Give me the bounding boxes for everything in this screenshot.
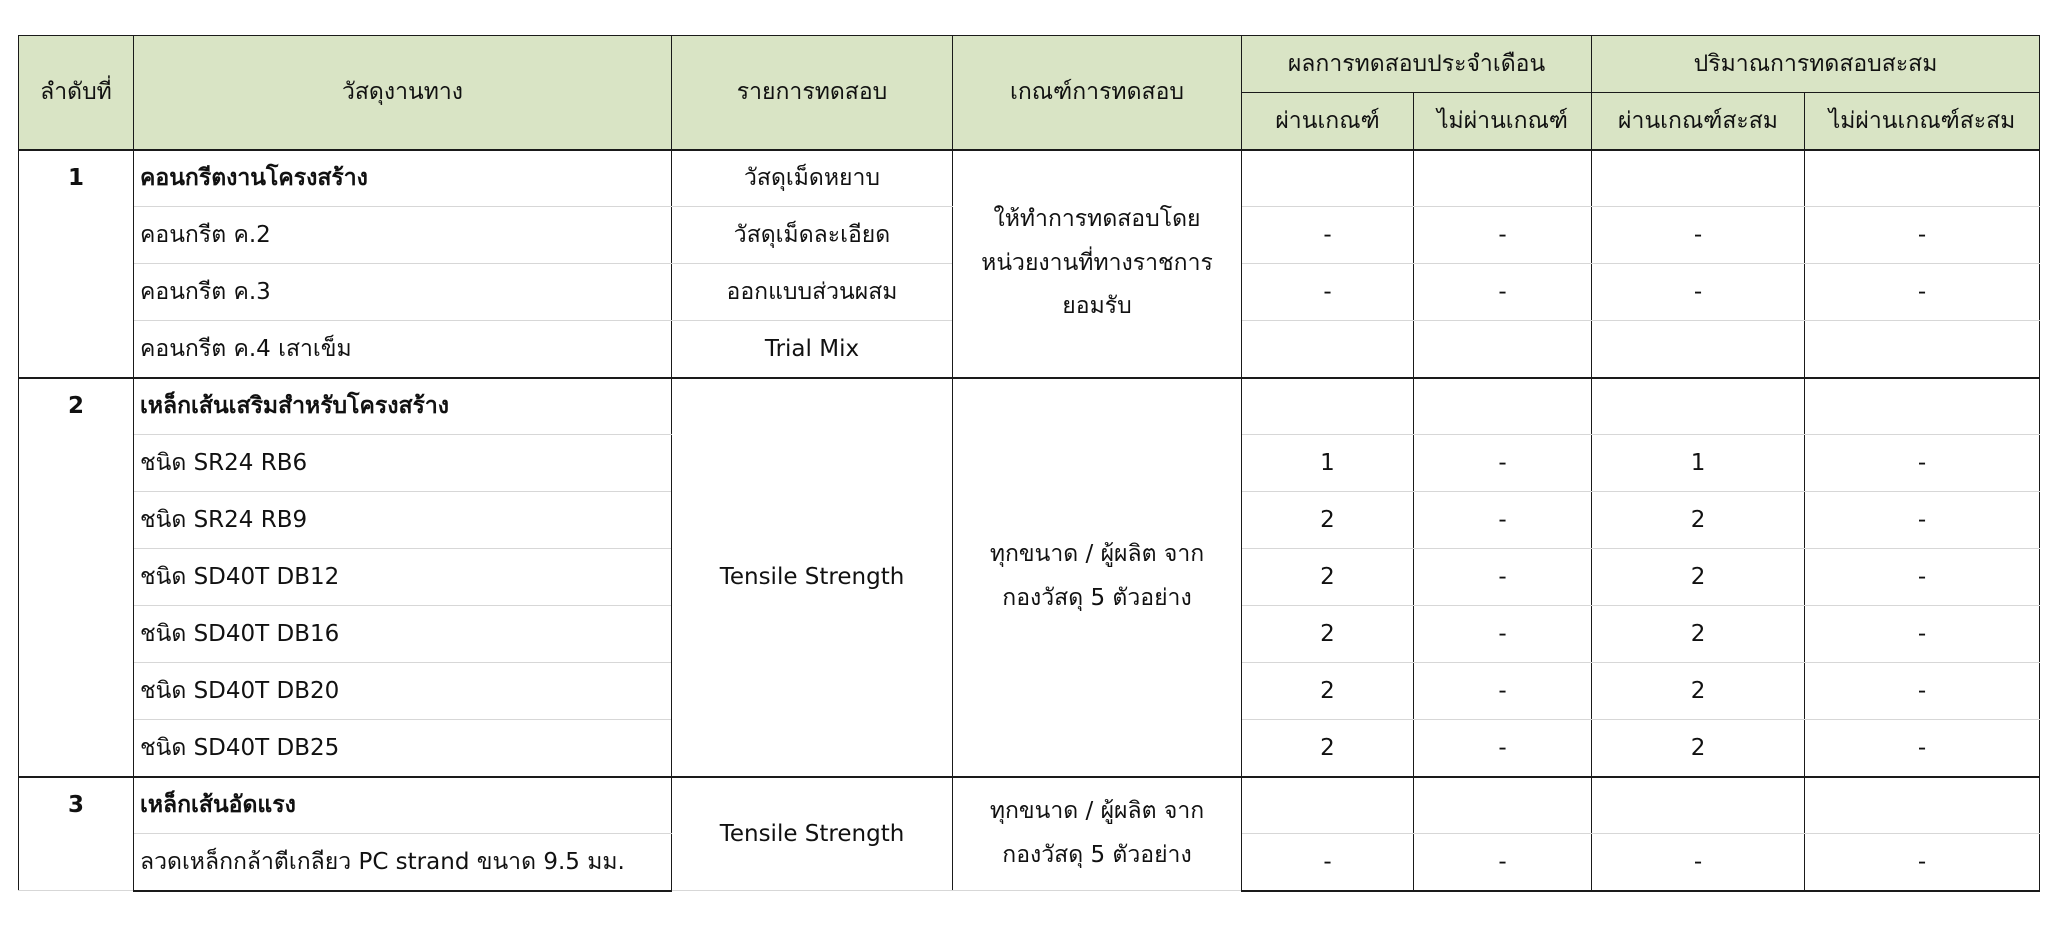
pass-cell <box>1242 378 1414 435</box>
pass-cell: 2 <box>1242 663 1414 720</box>
section-number: 2 <box>19 378 134 777</box>
pass-cell: 1 <box>1242 435 1414 492</box>
material-name: ชนิด SD40T DB20 <box>134 663 672 720</box>
pass-cumulative-cell: 2 <box>1592 492 1805 549</box>
header-monthly-result: ผลการทดสอบประจำเดือน <box>1242 36 1592 93</box>
criteria-cell <box>953 378 1242 777</box>
section-title: เหล็กเส้นเสริมสำหรับโครงสร้าง <box>134 378 672 435</box>
pass-cumulative-cell: 2 <box>1592 606 1805 663</box>
test-item-line: วัสดุเม็ดละเอียด <box>672 207 953 264</box>
fail-cell: - <box>1414 549 1592 606</box>
pass-cell: 2 <box>1242 492 1414 549</box>
fail-cumulative-cell: - <box>1805 663 2040 720</box>
fail-cumulative-cell: - <box>1805 435 2040 492</box>
pass-cell <box>1242 321 1414 378</box>
header-fail: ไม่ผ่านเกณฑ์ <box>1414 93 1592 150</box>
fail-cell: - <box>1414 264 1592 321</box>
pass-cumulative-cell <box>1592 777 1805 834</box>
fail-cumulative-cell: - <box>1805 834 2040 891</box>
criteria-line: ยอมรับ <box>1062 293 1132 320</box>
fail-cumulative-cell: - <box>1805 549 2040 606</box>
pass-cell <box>1242 150 1414 207</box>
fail-cell: - <box>1414 606 1592 663</box>
test-item-line: Trial Mix <box>672 321 953 378</box>
section-number: 1 <box>19 150 134 378</box>
pass-cumulative-cell: 2 <box>1592 663 1805 720</box>
fail-cumulative-cell: - <box>1805 492 2040 549</box>
pass-cumulative-cell <box>1592 378 1805 435</box>
header-cumulative: ปริมาณการทดสอบสะสม <box>1592 36 2040 93</box>
material-name: ชนิด SD40T DB12 <box>134 549 672 606</box>
fail-cell: - <box>1414 435 1592 492</box>
fail-cumulative-cell: - <box>1805 606 2040 663</box>
header-no: ลำดับที่ <box>19 36 134 150</box>
criteria-line: กองวัสดุ 5 ตัวอย่าง <box>1002 841 1192 868</box>
header-pass-cumulative: ผ่านเกณฑ์สะสม <box>1592 93 1805 150</box>
fail-cell: - <box>1414 492 1592 549</box>
pass-cell: 2 <box>1242 720 1414 777</box>
pass-cumulative-cell: 2 <box>1592 720 1805 777</box>
material-name: คอนกรีต ค.2 <box>134 207 672 264</box>
pass-cumulative-cell: 2 <box>1592 549 1805 606</box>
material-name: ชนิด SR24 RB6 <box>134 435 672 492</box>
criteria-line: กองวัสดุ 5 ตัวอย่าง <box>1002 585 1192 611</box>
fail-cumulative-cell: - <box>1805 264 2040 321</box>
test-item-line: วัสดุเม็ดหยาบ <box>672 150 953 207</box>
criteria-line: ให้ทำการทดสอบโดย <box>993 205 1201 232</box>
pass-cumulative-cell: - <box>1592 264 1805 321</box>
fail-cumulative-cell: - <box>1805 720 2040 777</box>
material-name: ชนิด SD40T DB16 <box>134 606 672 663</box>
pass-cumulative-cell: - <box>1592 834 1805 891</box>
pass-cell: 2 <box>1242 606 1414 663</box>
criteria-cell <box>953 150 1242 378</box>
material-name: ชนิด SD40T DB25 <box>134 720 672 777</box>
fail-cumulative-cell <box>1805 321 2040 378</box>
material-name: ชนิด SR24 RB9 <box>134 492 672 549</box>
criteria-cell <box>953 777 1242 891</box>
fail-cumulative-cell <box>1805 777 2040 834</box>
pass-cell: - <box>1242 264 1414 321</box>
pass-cumulative-cell <box>1592 150 1805 207</box>
header-criteria: เกณฑ์การทดสอบ <box>953 36 1242 150</box>
fail-cell: - <box>1414 207 1592 264</box>
section-1-title-row <box>19 150 2040 207</box>
pass-cumulative-cell: - <box>1592 207 1805 264</box>
pass-cell: 2 <box>1242 549 1414 606</box>
section-title: คอนกรีตงานโครงสร้าง <box>134 150 672 207</box>
test-item-cell: Tensile Strength <box>672 378 953 777</box>
header-row-top <box>19 36 2040 93</box>
material-name: คอนกรีต ค.3 <box>134 264 672 321</box>
criteria-line: ทุกขนาด / ผู้ผลิต จาก <box>989 798 1205 825</box>
fail-cumulative-cell: - <box>1805 207 2040 264</box>
fail-cell: - <box>1414 834 1592 891</box>
fail-cumulative-cell <box>1805 378 2040 435</box>
section-number: 3 <box>19 777 134 891</box>
material-name: คอนกรีต ค.4 เสาเข็ม <box>134 321 672 378</box>
criteria-line: ทุกขนาด / ผู้ผลิต จาก <box>989 541 1205 568</box>
header-material: วัสดุงานทาง <box>134 36 672 150</box>
pass-cumulative-cell <box>1592 321 1805 378</box>
test-item-line: ออกแบบส่วนผสม <box>672 264 953 321</box>
criteria-line: หน่วยงานที่ทางราชการ <box>981 249 1213 276</box>
header-fail-cumulative: ไม่ผ่านเกณฑ์สะสม <box>1805 93 2040 150</box>
fail-cell <box>1414 777 1592 834</box>
fail-cell: - <box>1414 663 1592 720</box>
pass-cell: - <box>1242 207 1414 264</box>
material-name: ลวดเหล็กกล้าตีเกลียว PC strand ขนาด 9.5 มม. <box>134 834 672 891</box>
pass-cell: - <box>1242 834 1414 891</box>
section-title: เหล็กเส้นอัดแรง <box>134 777 672 834</box>
section-2-title-row <box>19 378 2040 435</box>
header-pass: ผ่านเกณฑ์ <box>1242 93 1414 150</box>
pass-cumulative-cell: 1 <box>1592 435 1805 492</box>
test-results-table <box>18 35 2040 892</box>
fail-cell <box>1414 150 1592 207</box>
pass-cell <box>1242 777 1414 834</box>
fail-cumulative-cell <box>1805 150 2040 207</box>
section-3-title-row <box>19 777 2040 834</box>
test-item-cell: Tensile Strength <box>672 777 953 891</box>
fail-cell: - <box>1414 720 1592 777</box>
fail-cell <box>1414 378 1592 435</box>
fail-cell <box>1414 321 1592 378</box>
header-test-item: รายการทดสอบ <box>672 36 953 150</box>
